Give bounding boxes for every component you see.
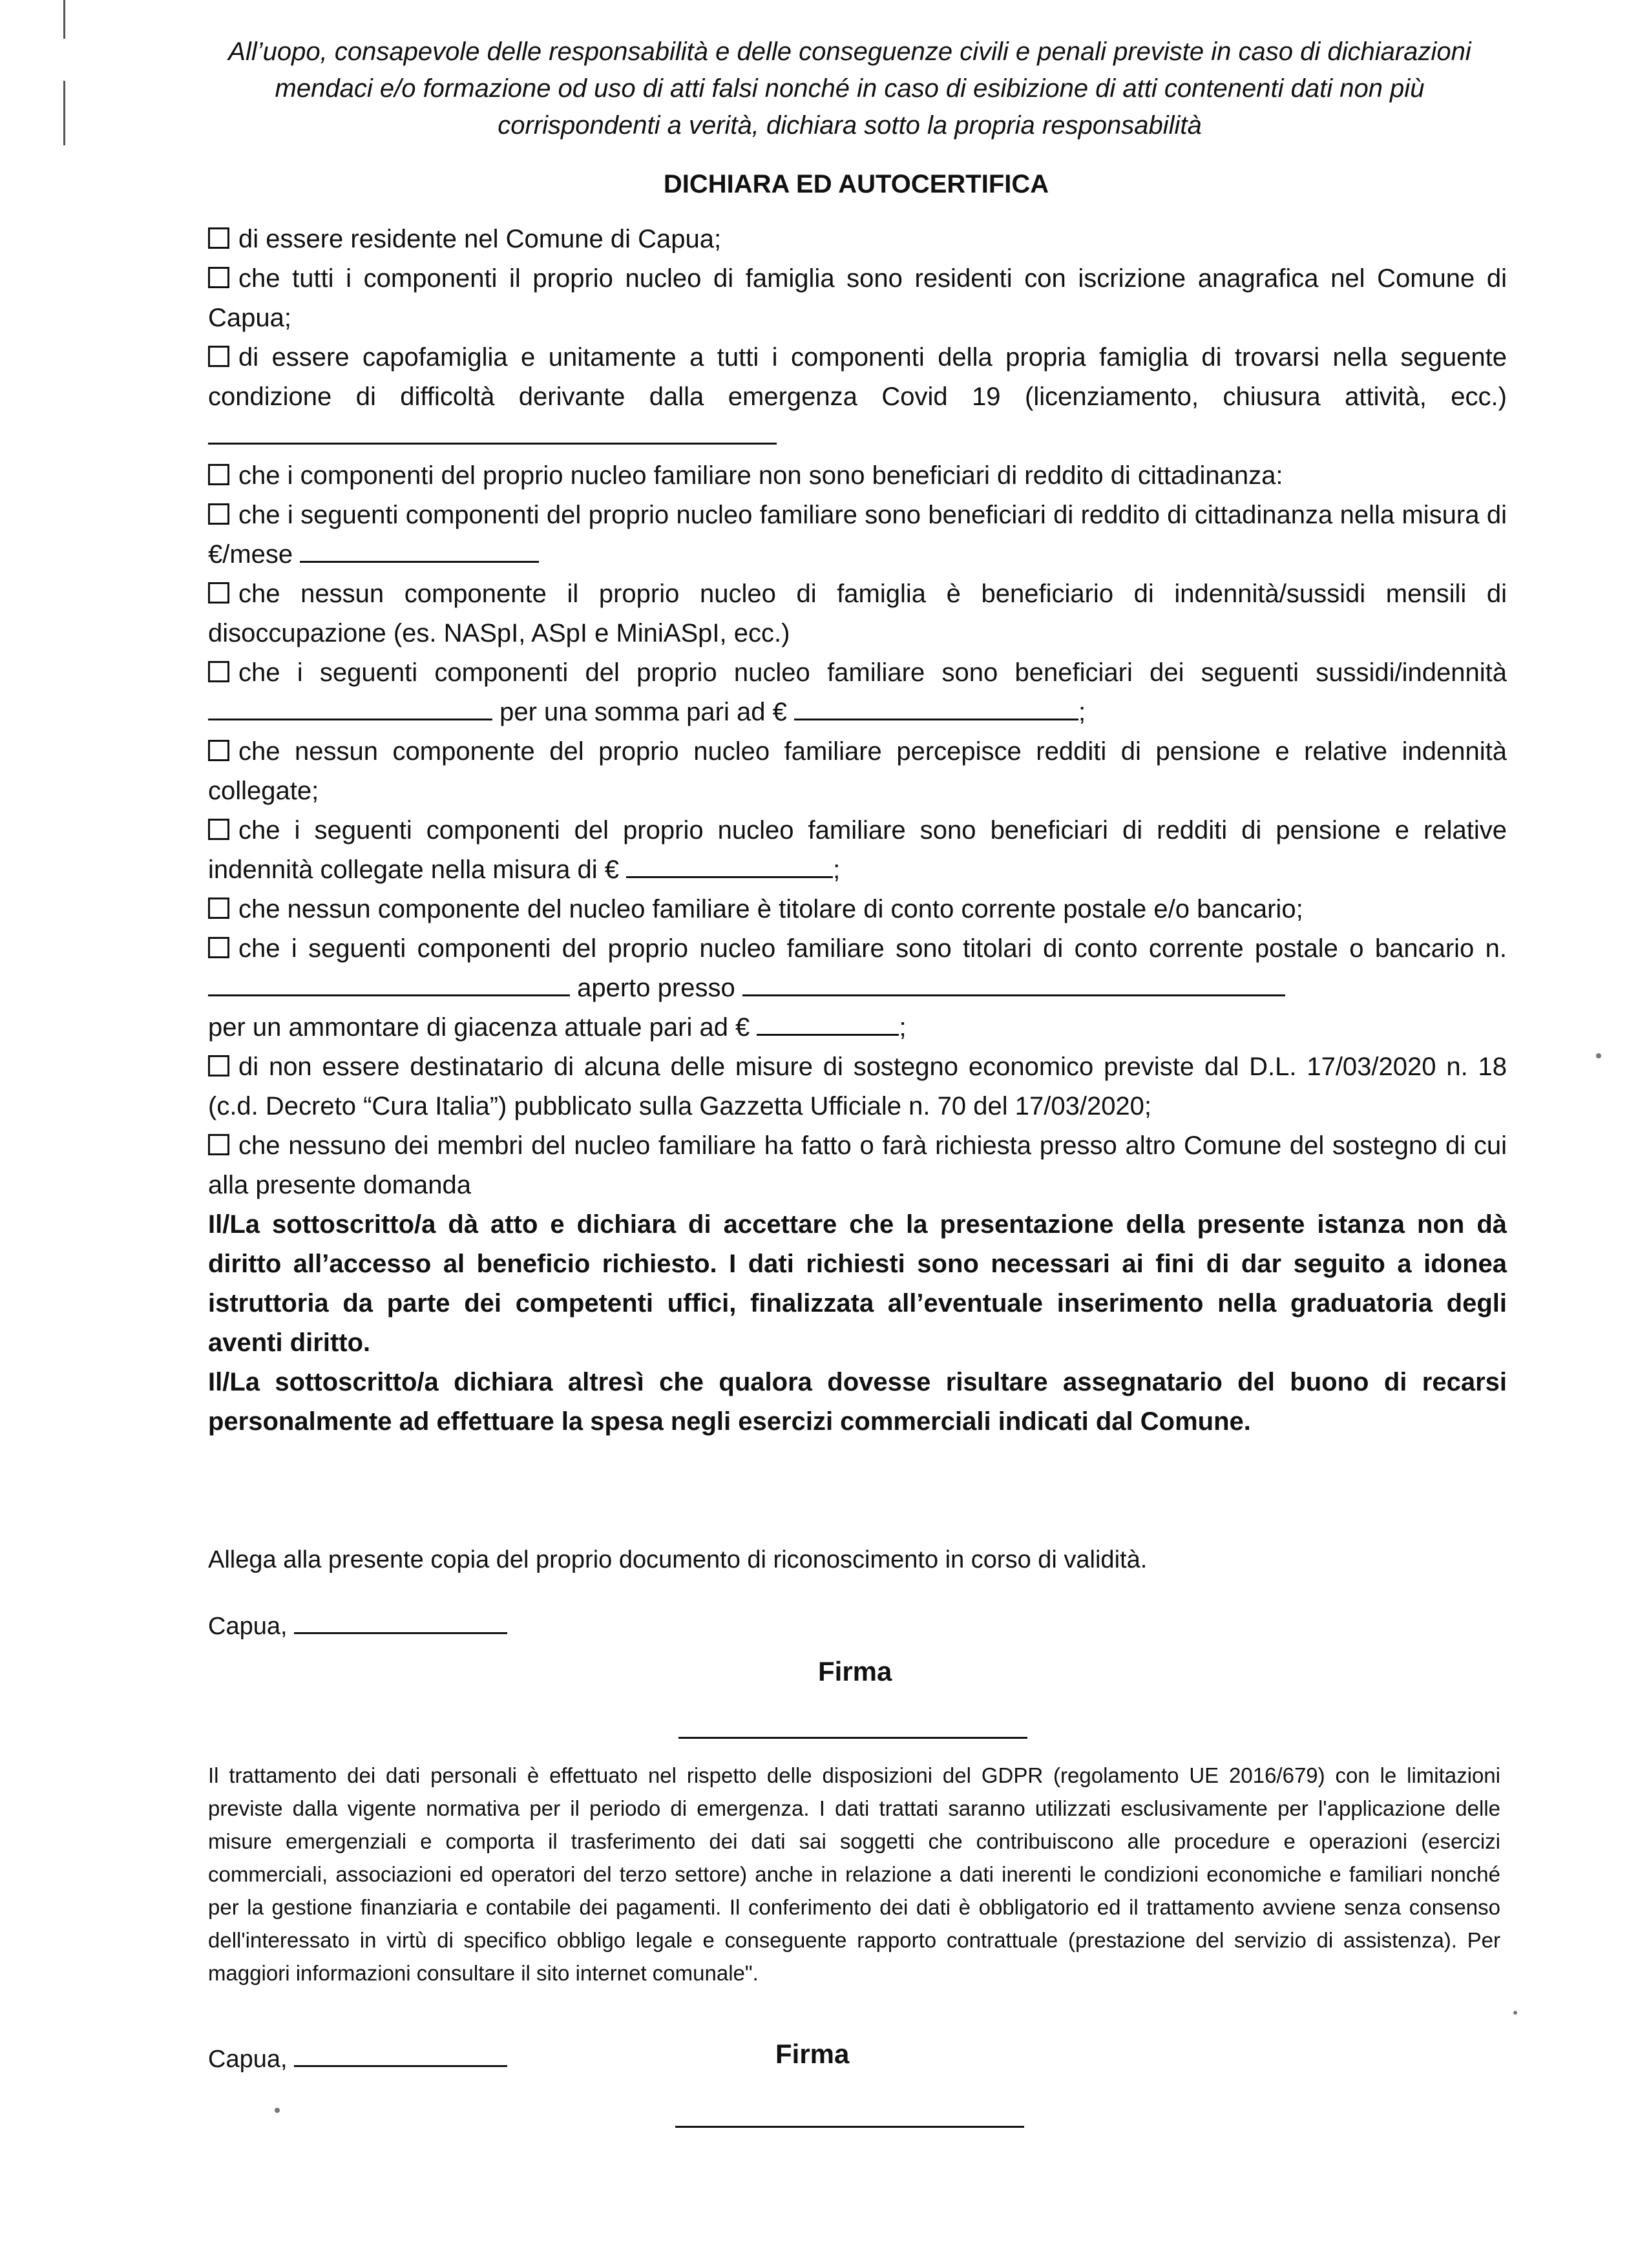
place-label: Capua, (208, 1613, 288, 1640)
scan-speck (1596, 1053, 1601, 1058)
intro-paragraph: All’uopo, consapevole delle responsabilità e delle conseguenze civili e penali previste in caso di dichiarazioni mendaci e/o formazione od uso di atti falsi nonché in caso di esibizione di atti contenenti dati non più corrispondenti a verità, dichiara sotto la propria responsabilità (228, 37, 1471, 140)
checkbox[interactable] (208, 503, 229, 525)
list-item (208, 1047, 1507, 1126)
checkbox[interactable] (208, 227, 229, 249)
blank-field[interactable] (208, 694, 492, 720)
scan-margin-mark (63, 0, 65, 39)
section-title: DICHIARA ED AUTOCERTIFICA (663, 170, 1049, 198)
item-text: ; (899, 1013, 907, 1042)
item-text: che i componenti del proprio nucleo familiare non sono beneficiari di reddito di cittadinanza: (238, 461, 1283, 490)
list-item (208, 338, 1507, 456)
checkbox[interactable] (208, 582, 229, 604)
checkbox[interactable] (208, 740, 229, 761)
checkbox[interactable] (208, 346, 229, 367)
blank-field[interactable] (208, 418, 777, 445)
item-text: che tutti i componenti il proprio nucleo di famiglia sono residenti con iscrizione anagrafica nel Comune di Capua; (208, 264, 1507, 332)
commitment-paragraph: Il/La sottoscritto/a dichiara altresì che qualora dovesse risultare assegnatario del buono di recarsi personalmente ad effettuare la spesa negli esercizi commerciali indicati dal Comune. (208, 1368, 1507, 1436)
acknowledgement-paragraph: Il/La sottoscritto/a dà atto e dichiara di accettare che la presentazione della presente istanza non dà diritto all’accesso al beneficio richiesto. I dati richiesti sono necessari ai fini di dar seguito a idonea istruttoria da parte dei competenti uffici, finalizzata all’eventuale inserimento nella graduatoria degli aventi diritto. (208, 1210, 1507, 1357)
list-item (208, 890, 1507, 929)
attachment-note: Allega alla presente copia del proprio documento di riconoscimento in corso di validità. (208, 1546, 1148, 1573)
scan-speck (275, 2108, 280, 2113)
item-text: ; (1078, 698, 1086, 726)
list-item (208, 811, 1507, 890)
item-text: per un ammontare di giacenza attuale pari ad € (208, 1013, 750, 1042)
checkbox[interactable] (208, 819, 229, 840)
item-text: che i seguenti componenti del proprio nucleo familiare sono beneficiari dei seguenti sussidi/indennità (238, 658, 1507, 687)
list-item (208, 653, 1507, 732)
list-item (208, 220, 1507, 259)
list-item (208, 1126, 1507, 1205)
list-item (208, 259, 1507, 338)
blank-field[interactable] (757, 1009, 899, 1036)
date-field[interactable] (294, 2041, 507, 2067)
checkbox[interactable] (208, 937, 229, 958)
list-item (208, 456, 1507, 496)
item-text: che i seguenti componenti del proprio nucleo familiare sono titolari di conto corrente postale o bancario n. (238, 934, 1507, 963)
item-text: che nessuno dei membri del nucleo familiare ha fatto o farà richiesta presso altro Comune del sostegno di cui alla presente domanda (208, 1131, 1507, 1199)
privacy-notice: Il trattamento dei dati personali è effettuato nel rispetto delle disposizioni del GDPR (regolamento UE 2016/679) con le limitazioni previste dalla vigente normativa per il periodo di emergenza. I dati trattati saranno utilizzati esclusivamente per l'applicazione delle misure emergenziali e comporta il trasferimento dei dati sai soggetti che contribuiscono alle procedure e operazioni (esercizi commerciali, associazioni ed operatori del terzo settore) anche in relazione a dati inerenti le condizioni economiche e familiari nonché per la gestione finanziaria e contabile dei pagamenti. Il conferimento dei dati è obbligatorio ed il trattamento avviene senza consenso dell'interessato in virtù di specifico obbligo legale e conseguente rapporto contrattuale (prestazione del servizio di assistenza). Per maggiori informazioni consultare il sito internet comunale". (208, 1763, 1500, 1985)
item-text: ; (833, 856, 841, 884)
signature-label: Firma (775, 2039, 850, 2069)
checkbox[interactable] (208, 1055, 229, 1076)
blank-field[interactable] (626, 852, 833, 878)
signature-line[interactable] (675, 2126, 1024, 2128)
date-field[interactable] (294, 1608, 507, 1634)
checkbox[interactable] (208, 898, 229, 919)
item-text: di essere residente nel Comune di Capua; (238, 225, 722, 253)
blank-field[interactable] (794, 694, 1078, 720)
scan-speck (1513, 2011, 1517, 2015)
item-text: che nessun componente del proprio nucleo familiare percepisce redditi di pensione e relative indennità collegate; (208, 737, 1507, 805)
signature-line[interactable] (678, 1737, 1027, 1739)
item-text: per una somma pari ad € (499, 698, 787, 726)
place-date-line (208, 1608, 507, 1641)
signature-label: Firma (818, 1656, 892, 1686)
item-text: che i seguenti componenti del proprio nucleo familiare sono beneficiari di reddito di cittadinanza nella misura di €/mese (208, 501, 1507, 569)
blank-field[interactable] (742, 970, 1285, 996)
item-text: di non essere destinatario di alcuna delle misure di sostegno economico previste dal D.L. 17/03/2020 n. 18 (c.d. Decreto “Cura Italia”) pubblicato sulla Gazzetta Ufficiale n. 70 del 17/03/2020; (208, 1053, 1507, 1120)
scan-margin-mark (63, 81, 65, 145)
blank-field[interactable] (208, 970, 570, 996)
list-item (208, 929, 1507, 1047)
checkbox[interactable] (208, 661, 229, 682)
list-item (208, 574, 1507, 653)
checkbox[interactable] (208, 464, 229, 485)
item-text: di essere capofamiglia e unitamente a tutti i componenti della propria famiglia di trovarsi nella seguente condizione di difficoltà derivante dalla emergenza Covid 19 (licenziamento, chiusura attività, ecc.) (208, 343, 1507, 411)
item-text: che nessun componente il proprio nucleo di famiglia è beneficiario di indennità/sussidi mensili di disoccupazione (es. NASpI, ASpI e MiniASpI, ecc.) (208, 580, 1507, 647)
item-text: che nessun componente del nucleo familiare è titolare di conto corrente postale e/o bancario; (238, 895, 1303, 923)
place-label: Capua, (208, 2046, 288, 2073)
declaration-list (208, 220, 1507, 1442)
checkbox[interactable] (208, 267, 229, 288)
list-item (208, 496, 1507, 574)
checkbox[interactable] (208, 1134, 229, 1155)
blank-field[interactable] (300, 536, 539, 563)
item-text: aperto presso (577, 974, 735, 1002)
item-text: che i seguenti componenti del proprio nucleo familiare sono beneficiari di redditi di pensione e relative indennità collegate nella misura di € (208, 816, 1507, 884)
place-date-line (208, 2041, 507, 2074)
list-item (208, 732, 1507, 811)
